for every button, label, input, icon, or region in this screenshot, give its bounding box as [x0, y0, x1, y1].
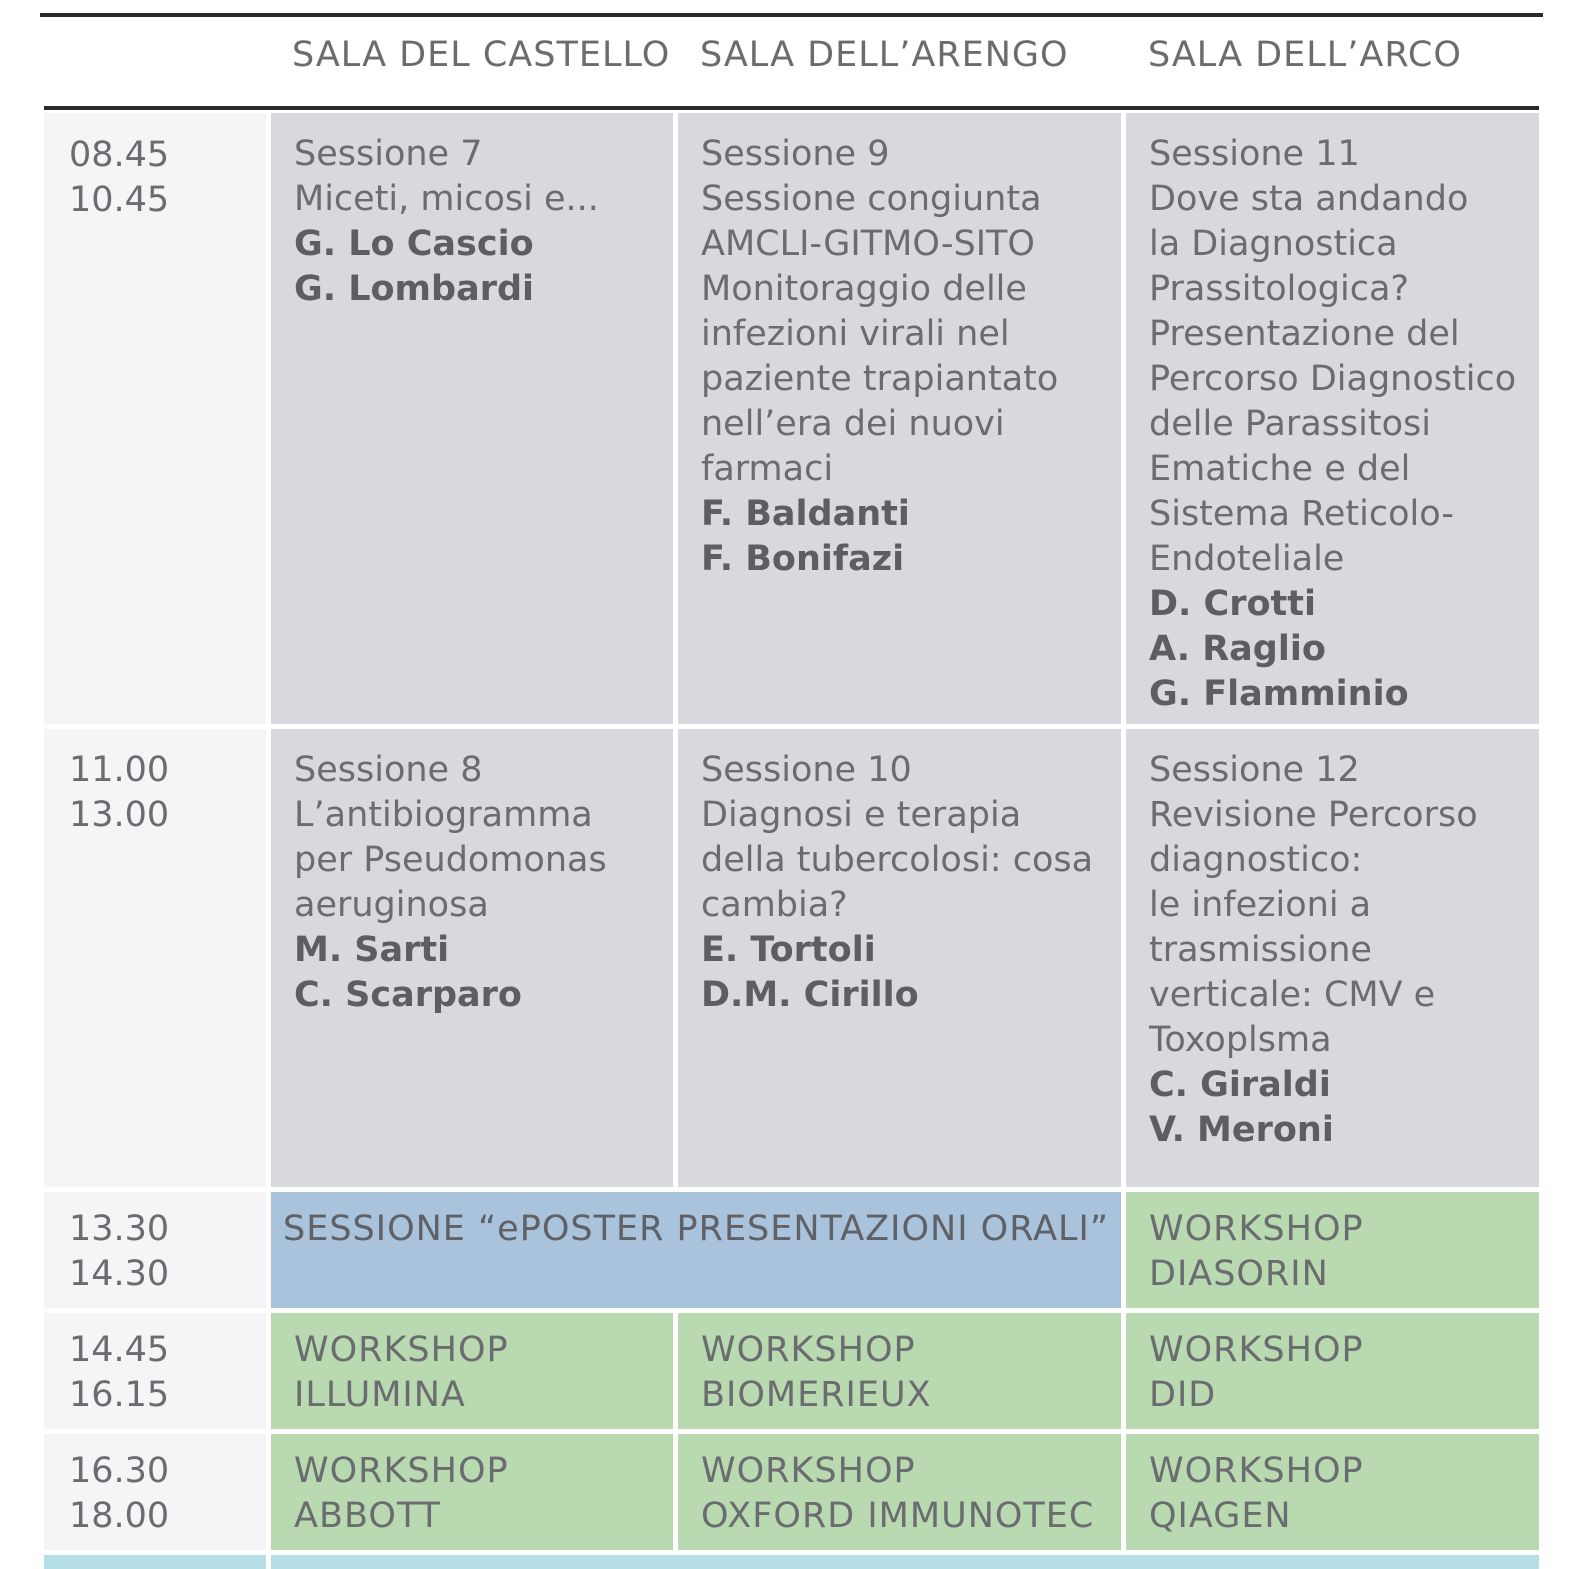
time-start: 13.30 [69, 1209, 170, 1249]
eposter-session-cell [271, 1192, 1121, 1308]
workshop-sponsor: DID [1149, 1375, 1217, 1415]
eposter-session-label: SESSIONE “ePOSTER PRESENTAZIONI ORALI” [282, 1209, 1109, 1249]
speaker-name: D.M. Cirillo [701, 975, 919, 1015]
workshop-cell [1126, 1434, 1539, 1550]
time-slot [44, 729, 266, 1187]
session-number: Sessione 12 [1149, 750, 1360, 790]
time-end: 13.00 [69, 795, 170, 835]
session-title: la Diagnostica [1149, 224, 1398, 264]
session-title: Sistema Reticolo- [1149, 494, 1454, 534]
session-number: Sessione 11 [1149, 134, 1360, 174]
session-title: Miceti, micosi e... [294, 179, 599, 219]
session-title: cambia? [701, 885, 848, 925]
workshop-sponsor: BIOMERIEUX [701, 1375, 932, 1415]
time-start: 08.45 [69, 135, 170, 175]
top-rule [40, 13, 1543, 17]
speaker-name: F. Bonifazi [701, 539, 905, 579]
session-title: Toxoplsma [1149, 1020, 1332, 1060]
speaker-name: E. Tortoli [701, 930, 876, 970]
session-cell [271, 113, 673, 724]
bottom-band [271, 1555, 1539, 1569]
workshop-label: WORKSHOP [294, 1330, 509, 1370]
speaker-name: G. Lombardi [294, 269, 535, 309]
time-end: 10.45 [69, 180, 170, 220]
speaker-name: G. Flamminio [1149, 674, 1409, 714]
speaker-name: V. Meroni [1149, 1110, 1334, 1150]
speaker-name: G. Lo Cascio [294, 224, 534, 264]
workshop-cell [271, 1313, 673, 1429]
workshop-cell [271, 1434, 673, 1550]
session-title: Ematiche e del [1149, 449, 1411, 489]
session-number: Sessione 9 [701, 134, 890, 174]
session-cell [271, 729, 673, 1187]
time-start: 11.00 [69, 750, 170, 790]
session-title: farmaci [701, 449, 834, 489]
speaker-name: C. Giraldi [1149, 1065, 1331, 1105]
session-title: paziente trapiantato [701, 359, 1059, 399]
session-title: diagnostico: [1149, 840, 1363, 880]
session-title: le infezioni a [1149, 885, 1372, 925]
session-title: Diagnosi e terapia [701, 795, 1022, 835]
time-end: 16.15 [69, 1375, 170, 1415]
session-title: Percorso Diagnostico [1149, 359, 1517, 399]
session-title: Revisione Percorso [1149, 795, 1478, 835]
session-title: della tubercolosi: cosa [701, 840, 1094, 880]
header-sala-del-castello: SALA DEL CASTELLO [292, 35, 671, 75]
time-slot [44, 1434, 266, 1550]
workshop-label: WORKSHOP [701, 1451, 916, 1491]
workshop-cell [678, 1434, 1121, 1550]
session-title: aeruginosa [294, 885, 489, 925]
time-slot [44, 113, 266, 724]
session-title: AMCLI-GITMO-SITO [701, 224, 1035, 264]
session-title: Endoteliale [1149, 539, 1345, 579]
session-title: infezioni virali nel [701, 314, 1010, 354]
workshop-sponsor: DIASORIN [1149, 1254, 1329, 1294]
session-title: L’antibiogramma [294, 795, 593, 835]
workshop-sponsor: OXFORD IMMUNOTEC [701, 1496, 1095, 1536]
workshop-label: WORKSHOP [1149, 1209, 1364, 1249]
bottom-band-time [44, 1555, 266, 1569]
header-sala-dell-arco: SALA DELL’ARCO [1148, 35, 1462, 75]
session-title: Dove sta andando [1149, 179, 1469, 219]
session-title: Prassitologica? [1149, 269, 1410, 309]
workshop-label: WORKSHOP [1149, 1330, 1364, 1370]
session-title: trasmissione [1149, 930, 1372, 970]
session-title: Sessione congiunta [701, 179, 1042, 219]
session-title: Presentazione del [1149, 314, 1460, 354]
session-cell [1126, 729, 1539, 1187]
session-number: Sessione 7 [294, 134, 483, 174]
session-cell [678, 729, 1121, 1187]
session-cell [678, 113, 1121, 724]
time-start: 16.30 [69, 1451, 170, 1491]
workshop-label: WORKSHOP [294, 1451, 509, 1491]
session-number: Sessione 10 [701, 750, 912, 790]
workshop-label: WORKSHOP [701, 1330, 916, 1370]
session-title: delle Parassitosi [1149, 404, 1431, 444]
speaker-name: D. Crotti [1149, 584, 1316, 624]
workshop-sponsor: ILLUMINA [294, 1375, 466, 1415]
header-bottom-rule [44, 106, 1539, 110]
speaker-name: M. Sarti [294, 930, 450, 970]
time-slot [44, 1313, 266, 1429]
workshop-cell [1126, 1313, 1539, 1429]
session-cell [1126, 113, 1539, 724]
session-title: per Pseudomonas [294, 840, 607, 880]
workshop-cell [1126, 1192, 1539, 1308]
session-title: nell’era dei nuovi [701, 404, 1005, 444]
speaker-name: C. Scarparo [294, 975, 522, 1015]
time-start: 14.45 [69, 1330, 170, 1370]
speaker-name: A. Raglio [1149, 629, 1326, 669]
time-end: 14.30 [69, 1254, 170, 1294]
session-number: Sessione 8 [294, 750, 483, 790]
speaker-name: F. Baldanti [701, 494, 910, 534]
session-title: verticale: CMV e [1149, 975, 1436, 1015]
header-sala-dell-arengo: SALA DELL’ARENGO [700, 35, 1069, 75]
time-slot [44, 1192, 266, 1308]
workshop-sponsor: QIAGEN [1149, 1496, 1292, 1536]
time-end: 18.00 [69, 1496, 170, 1536]
session-title: Monitoraggio delle [701, 269, 1027, 309]
workshop-cell [678, 1313, 1121, 1429]
workshop-sponsor: ABBOTT [294, 1496, 442, 1536]
workshop-label: WORKSHOP [1149, 1451, 1364, 1491]
